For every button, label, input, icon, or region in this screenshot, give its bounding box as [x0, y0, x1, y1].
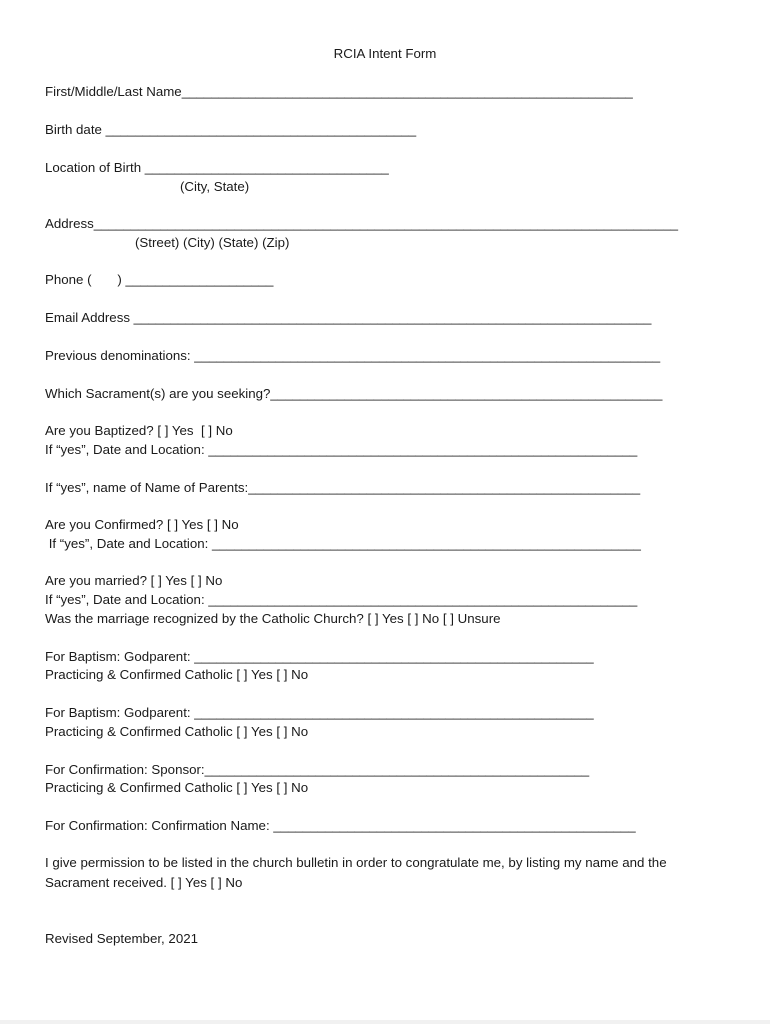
birth-location-hint: (City, State)	[180, 179, 250, 194]
address-hint: (Street) (City) (State) (Zip)	[135, 235, 290, 250]
confirmed-date-location-field[interactable]: If “yes”, Date and Location: __________________________________________________________	[45, 536, 641, 551]
sponsor-field[interactable]: For Confirmation: Sponsor:____________________________________________________	[45, 762, 590, 777]
baptized-date-location-field[interactable]: If “yes”, Date and Location: __________________________________________________________	[45, 442, 638, 457]
confirmed-question[interactable]: Are you Confirmed? [ ] Yes [ ] No	[45, 517, 239, 532]
name-field[interactable]: First/Middle/Last Name_____________________________________________________________	[45, 84, 633, 99]
previous-denominations-field[interactable]: Previous denominations: _______________________________________________________________	[45, 348, 661, 363]
baptized-question[interactable]: Are you Baptized? [ ] Yes [ ] No	[45, 423, 233, 438]
confirmation-name-field[interactable]: For Confirmation: Confirmation Name: _________________________________________________	[45, 818, 636, 833]
permission-text-line-1: I give permission to be listed in the church bulletin in order to congratulate me, by listing my name and the	[45, 855, 667, 870]
email-field[interactable]: Email Address ______________________________________________________________________	[45, 310, 652, 325]
phone-field[interactable]: Phone ( ) ____________________	[45, 272, 274, 287]
godparent-1-field[interactable]: For Baptism: Godparent: ______________________________________________________	[45, 649, 594, 664]
sponsor-practicing[interactable]: Practicing & Confirmed Catholic [ ] Yes [ ] No	[45, 780, 309, 795]
marriage-recognized-question[interactable]: Was the marriage recognized by the Catholic Church? [ ] Yes [ ] No [ ] Unsure	[45, 611, 501, 626]
address-field[interactable]: Address_______________________________________________________________________________	[45, 216, 678, 231]
married-question[interactable]: Are you married? [ ] Yes [ ] No	[45, 573, 223, 588]
birth-date-field[interactable]: Birth date __________________________________________	[45, 122, 417, 137]
parents-name-field[interactable]: If “yes”, name of Name of Parents:_____________________________________________________	[45, 480, 641, 495]
page-bottom-edge	[0, 1020, 770, 1024]
form-title: RCIA Intent Form	[333, 46, 437, 61]
married-date-location-field[interactable]: If “yes”, Date and Location: __________________________________________________________	[45, 592, 638, 607]
godparent-2-practicing[interactable]: Practicing & Confirmed Catholic [ ] Yes [ ] No	[45, 724, 309, 739]
godparent-2-field[interactable]: For Baptism: Godparent: ______________________________________________________	[45, 705, 594, 720]
godparent-1-practicing[interactable]: Practicing & Confirmed Catholic [ ] Yes [ ] No	[45, 667, 309, 682]
birth-location-field[interactable]: Location of Birth _________________________________	[45, 160, 389, 175]
permission-question[interactable]: Sacrament received. [ ] Yes [ ] No	[45, 875, 243, 890]
sacraments-seeking-field[interactable]: Which Sacrament(s) are you seeking?_____________________________________________________	[45, 386, 663, 401]
revised-date: Revised September, 2021	[45, 931, 199, 946]
